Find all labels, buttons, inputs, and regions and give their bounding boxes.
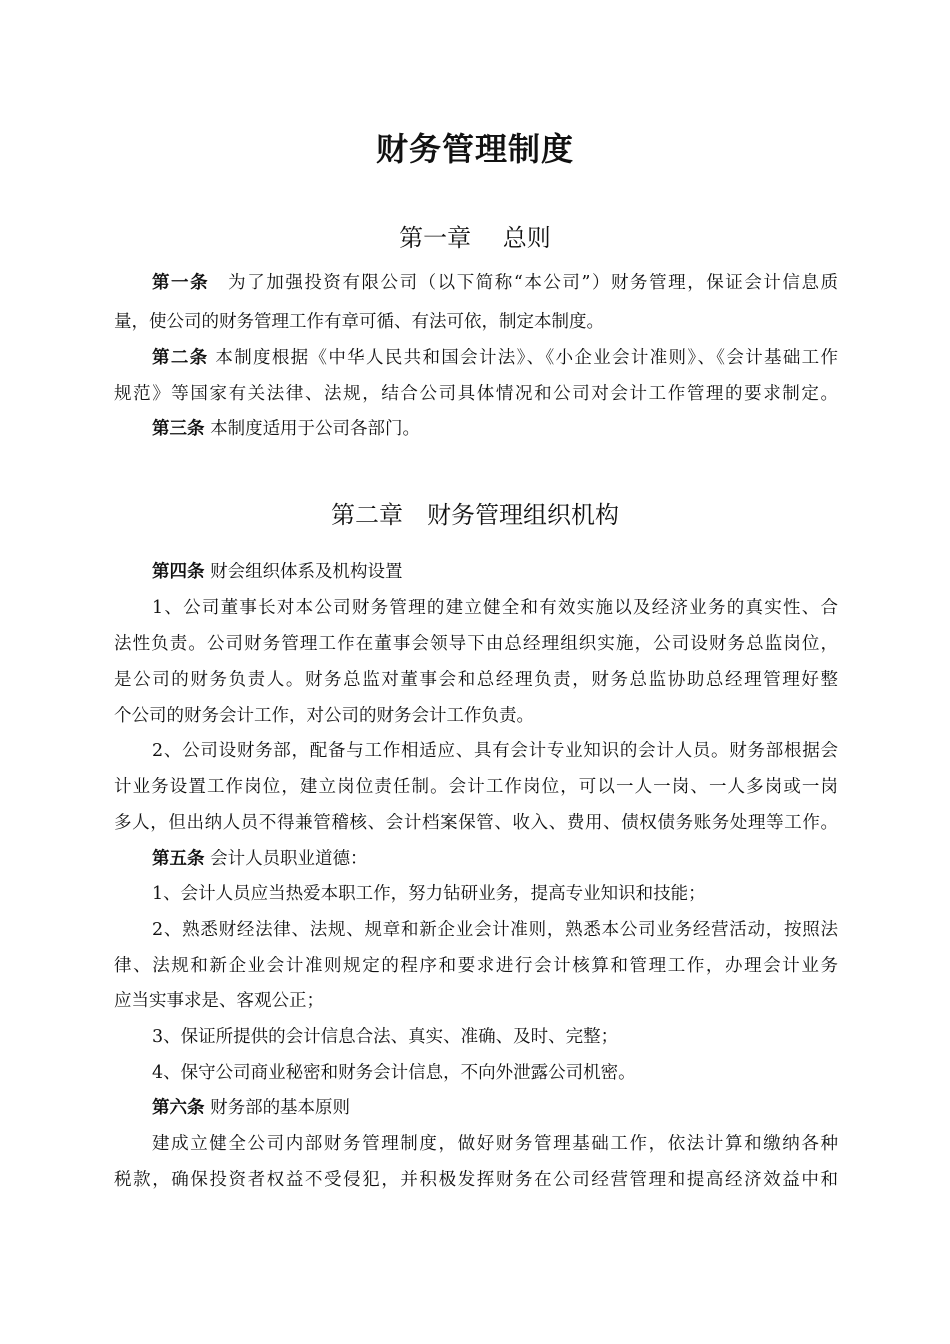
- article-3-line-1: 第三条 本制度适用于公司各部门。: [152, 419, 421, 439]
- ethics-item-2-line-3: 应当实事求是、客观公正；: [114, 991, 324, 1011]
- para-2-line-1: 2、公司设财务部，配备与工作相适应、具有会计专业知识的会计人员。财务部根据会: [152, 741, 838, 761]
- article-5-line: 第五条 会计人员职业道德：: [152, 849, 368, 869]
- article-6-line: 第六条 财务部的基本原则: [152, 1098, 351, 1118]
- para-2-line-3: 多人，但出纳人员不得兼管稽核、会计档案保管、收入、费用、债权债务账务处理等工作。: [114, 813, 838, 833]
- article-4-line: 第四条 财会组织体系及机构设置: [152, 562, 403, 582]
- article-1-label: 第一条: [152, 273, 210, 293]
- article-5-label: 第五条: [152, 849, 205, 869]
- para-6-line-2: 税款，确保投资者权益不受侵犯，并积极发挥财务在公司经营管理和提高经济效益中和: [114, 1170, 838, 1190]
- para-1-line-2: 法性负责。公司财务管理工作在董事会领导下由总经理组织实施，公司设财务总监岗位，: [114, 634, 838, 654]
- article-6-label: 第六条: [152, 1098, 205, 1118]
- article-2-label: 第二条: [152, 348, 209, 368]
- ethics-item-2-line-1: 2、熟悉财经法律、法规、规章和新企业会计准则，熟悉本公司业务经营活动，按照法: [152, 920, 838, 940]
- article-2-line-1: 第二条 本制度根据《中华人民共和国会计法》、《小企业会计准则》、《会计基础工作: [152, 348, 838, 368]
- ethics-item-3: 3、保证所提供的会计信息合法、真实、准确、及时、完整；: [152, 1027, 619, 1047]
- para-2-line-2: 计业务设置工作岗位，建立岗位责任制。会计工作岗位，可以一人一岗、一人多岗或一岗: [114, 777, 838, 797]
- chapter-1-heading: 第一章 总则: [399, 224, 551, 252]
- article-2-line-2: 规范》等国家有关法律、法规，结合公司具体情况和公司对会计工作管理的要求制定。: [114, 384, 838, 404]
- para-1-line-4: 个公司的财务会计工作，对公司的财务会计工作负责。: [114, 706, 534, 726]
- article-4-label: 第四条: [152, 562, 205, 582]
- para-1-line-3: 是公司的财务负责人。财务总监对董事会和总经理负责，财务总监协助总经理管理好整: [114, 670, 838, 690]
- ethics-item-2-line-2: 律、法规和新企业会计准则规定的程序和要求进行会计核算和管理工作，办理会计业务: [114, 956, 838, 976]
- ethics-item-1: 1、会计人员应当热爱本职工作，努力钻研业务，提高专业知识和技能；: [152, 884, 706, 904]
- document-title: 财务管理制度: [375, 130, 574, 168]
- article-1-line-1: 第一条 为了加强投资有限公司（以下简称“本公司”）财务管理，保证会计信息质: [152, 273, 839, 293]
- ethics-item-4: 4、保守公司商业秘密和财务会计信息，不向外泄露公司机密。: [152, 1063, 636, 1083]
- article-1-line-2: 量，使公司的财务管理工作有章可循、有法可依，制定本制度。: [114, 312, 604, 332]
- para-6-line-1: 建成立健全公司内部财务管理制度，做好财务管理基础工作，依法计算和缴纳各种: [152, 1134, 838, 1154]
- para-1-line-1: 1、公司董事长对本公司财务管理的建立健全和有效实施以及经济业务的真实性、合: [152, 598, 838, 618]
- article-3-label: 第三条: [152, 419, 205, 439]
- chapter-2-heading: 第二章 财务管理组织机构: [331, 501, 619, 529]
